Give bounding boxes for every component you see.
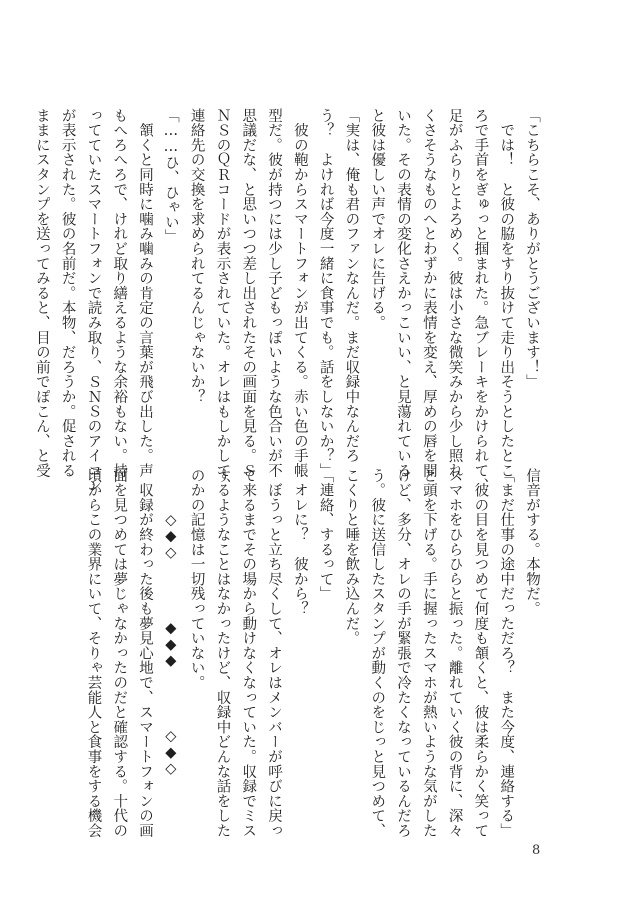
lower-text-line: けど、多分、オレの手が緊張で冷たくなっているんだろ bbox=[395, 468, 412, 838]
upper-text-line: 「実は、俺も君のファンなんだ。まだ収録中なんだろ bbox=[343, 108, 360, 464]
upper-text-block bbox=[28, 108, 544, 493]
upper-text-line: 連絡先の交換を求められてるんじゃないか？ bbox=[188, 108, 205, 404]
upper-text-line: ってていたスマートフォンで読み取り、ＳＮＳのアイコン bbox=[85, 108, 102, 493]
upper-text-line: いた。その表情の変化さえかっこいい、と見蕩れている bbox=[395, 108, 412, 478]
upper-text-line: と彼は優しい声でオレに告げる。 bbox=[369, 108, 386, 330]
lower-text-line: スマホをひらひらと振った。離れていく彼の背に、深々 bbox=[446, 468, 463, 838]
lower-text-line: 「まだ仕事の途中だっただろ？ また今度、連絡する」 bbox=[498, 468, 515, 838]
lower-text-line: て来るまでその場から動けなくなっていた。収録でミス bbox=[240, 468, 257, 838]
lower-text-line: 彼の目を見つめて何度も頷くと、彼は柔らかく笑って bbox=[472, 468, 489, 838]
lower-text-line: ぼうっと立ち尽くして、オレはメンバーが呼びに戻っ bbox=[266, 468, 283, 838]
upper-text-line: ままにスタンプを送ってみると、目の前でぽこん、と受 bbox=[33, 108, 50, 478]
lower-text-line: ◇◆◇ ◆◆◆ ◇◆◇ bbox=[162, 468, 179, 778]
lower-text-block bbox=[80, 468, 544, 838]
page-number: 8 bbox=[532, 843, 541, 858]
upper-text-line: う？ よければ今度一緒に食事でも。話をしないか？」 bbox=[317, 108, 334, 478]
lower-text-line: のかの記憶は一切残っていない。 bbox=[188, 468, 205, 690]
upper-text-line: 思議だな、と思いつつ差し出されたその画面を見る。Ｓ bbox=[240, 108, 257, 478]
upper-text-line: 頷くと同時に噛み噛みの肯定の言葉が飛び出した。声 bbox=[137, 108, 154, 478]
lower-text-line: う。彼に送信したスタンプが動くのをじっと見つめて、 bbox=[369, 468, 386, 838]
upper-text-line: では！ と彼の脇をすり抜けて走り出そうとしたとこ bbox=[498, 108, 515, 478]
upper-text-line: 足がふらりとよろめく。彼は小さな微笑みから少し照れ bbox=[446, 108, 463, 478]
lower-text-line: 「連絡、するって」 bbox=[317, 468, 334, 602]
lower-text-line: こくりと唾を飲み込んだ。 bbox=[343, 468, 360, 646]
upper-text-line: ろで手首をぎゅっと掴まれた。急ブレーキをかけられて、 bbox=[472, 108, 489, 493]
lower-text-line: オレに？ 彼から？ bbox=[291, 468, 308, 616]
lower-text-line: 収録が終わった後も夢見心地で、スマートフォンの画 bbox=[137, 468, 154, 838]
upper-text-line: ＮＳのＱＲコードが表示されていた。オレはもしかして、 bbox=[214, 108, 231, 493]
lower-text-line: するようなことはなかったけど、収録中どんな話をした bbox=[214, 468, 231, 838]
upper-text-line: が表示された。彼の名前だ。本物、だろうか。促される bbox=[59, 108, 76, 478]
lower-text-line: 面を見つめては夢じゃなかったのだと確認する。十代の bbox=[111, 468, 128, 838]
upper-text-line: 「……ひ、ひゃい」 bbox=[162, 108, 179, 245]
lower-text-line: 頃からこの業界にいて、そりゃ芸能人と食事をする機会 bbox=[85, 468, 102, 838]
lower-text-line: 信音がする。本物だ。 bbox=[524, 468, 540, 616]
upper-text-line: 「こちらこそ、ありがとうございます！」 bbox=[524, 108, 540, 390]
upper-text-line: 型だ。彼が持つには少し子どもっぽいような色合いが不 bbox=[266, 108, 283, 478]
upper-text-line: 彼の鞄からスマートフォンが出てくる。赤い色の手帳 bbox=[291, 108, 308, 478]
upper-text-line: もへろへろで、けれど取り繕えるような余裕もない。持 bbox=[111, 108, 128, 478]
lower-text-line: と頭を下げる。手に握ったスマホが熱いような気がした bbox=[420, 468, 437, 838]
upper-text-line: くさそうなものへとわずかに表情を変え、厚めの唇を開 bbox=[420, 108, 437, 478]
